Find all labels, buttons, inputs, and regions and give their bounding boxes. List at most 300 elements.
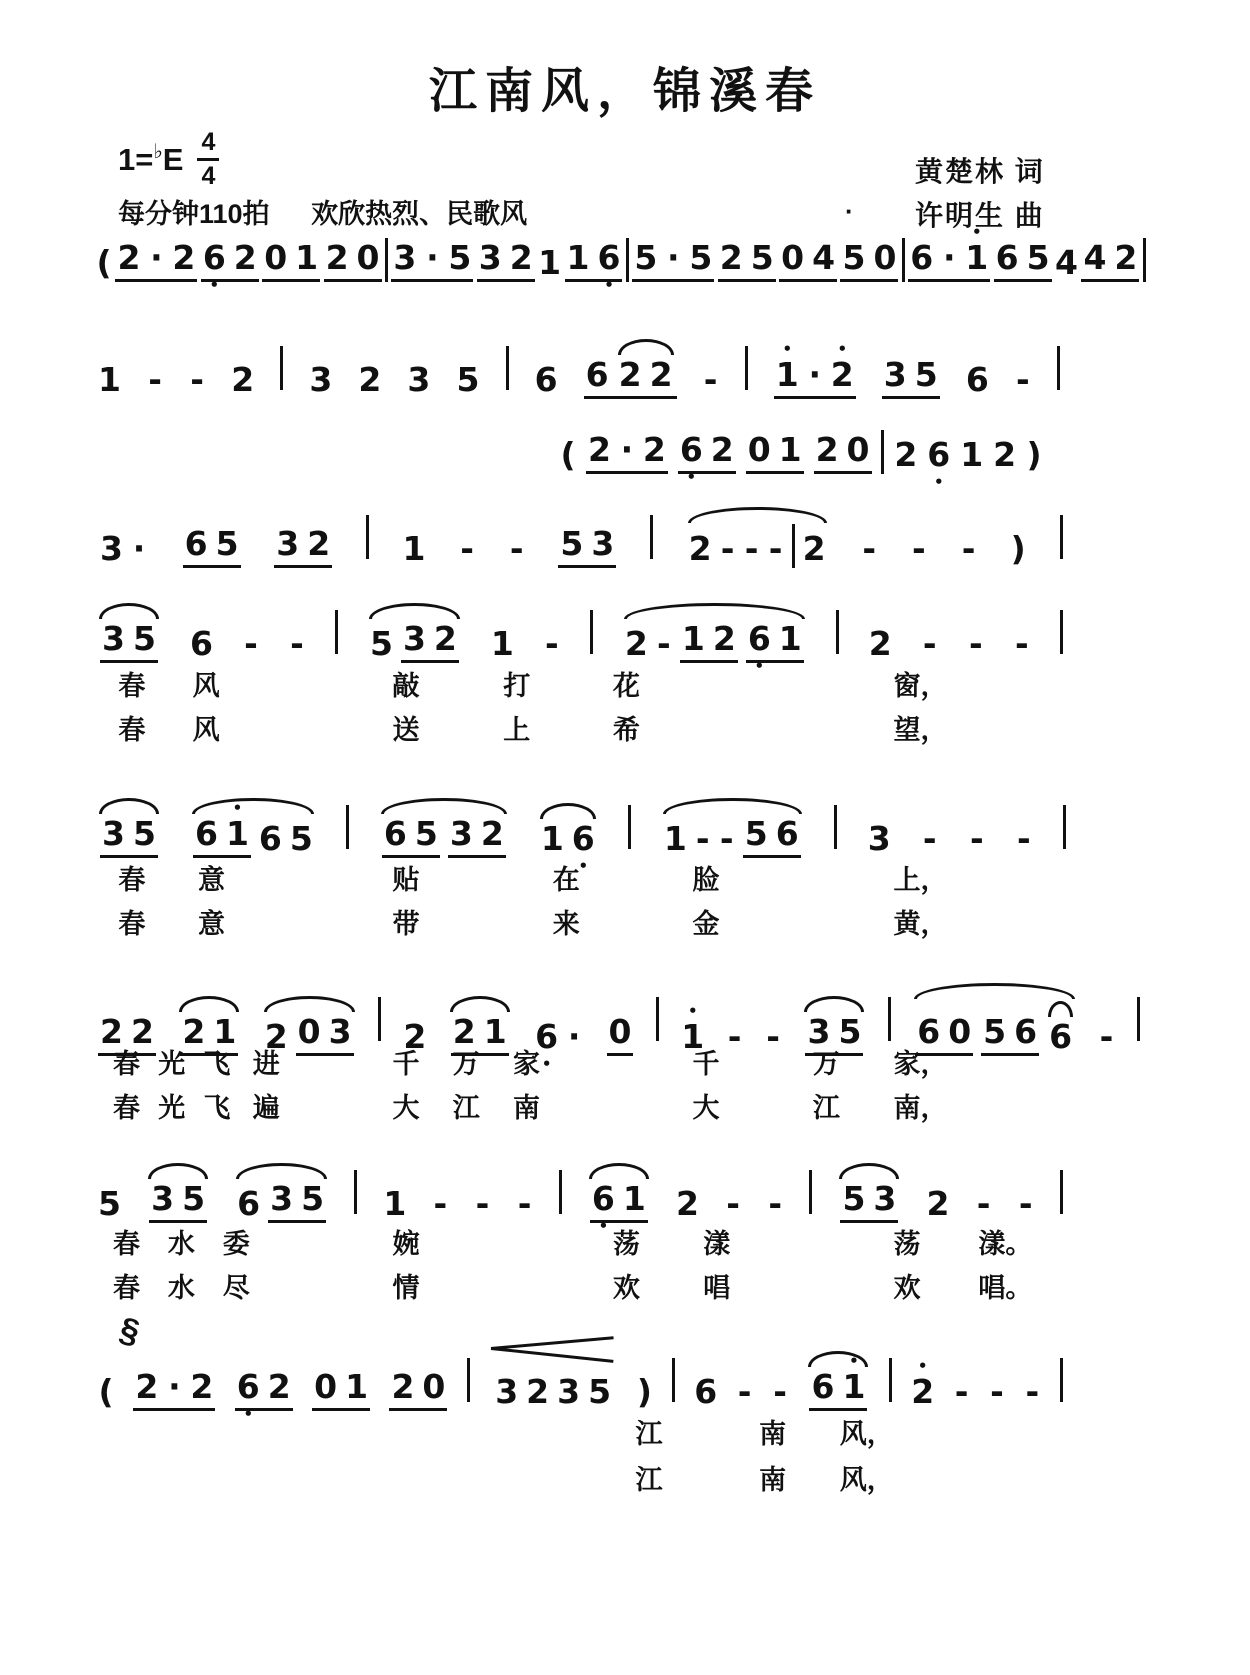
note-token: - — [148, 360, 162, 399]
lyric-syllable: 唱。 — [978, 1273, 1033, 1304]
note-token: 3 — [276, 524, 300, 564]
slur-group — [588, 1180, 650, 1223]
lyric-syllable: 欢 — [612, 1273, 640, 1304]
note-token: 5 — [560, 524, 584, 564]
lyric-syllable: 春 — [118, 671, 146, 702]
note-token: 2 — [710, 430, 734, 470]
note-token: 3 — [309, 360, 333, 399]
note-token: 2 — [433, 619, 457, 658]
lyric-syllable: 情 — [392, 1273, 420, 1304]
lyric-syllable: 万 — [812, 1049, 840, 1080]
note-token: 0 — [314, 1367, 338, 1406]
key-prefix: 1= — [118, 141, 154, 177]
note-token: 2 — [649, 355, 673, 394]
note-token: 3 — [591, 524, 615, 564]
barline — [559, 1170, 562, 1214]
note-token: 1 — [383, 1184, 407, 1223]
lyric-syllable: 希 — [612, 715, 640, 746]
note-token: 5 — [983, 1012, 1007, 1051]
note-token: 5 — [842, 1179, 866, 1218]
beam-group — [183, 525, 241, 568]
note-token: 5 — [744, 814, 768, 853]
beam-group — [201, 239, 259, 282]
beam-group — [391, 239, 473, 282]
music-line — [98, 1350, 1063, 1411]
note-token: 6 • — [203, 239, 226, 277]
note-token: 2 — [130, 1012, 154, 1051]
note-token: - — [922, 819, 937, 858]
beam-group — [632, 239, 714, 282]
beam-group — [324, 239, 382, 282]
note-token: 3 — [873, 1179, 897, 1218]
note-token: 6 — [585, 355, 609, 394]
note-token: - — [517, 1184, 532, 1223]
note-token: • 2 — [911, 1373, 934, 1411]
note-token: 6 — [237, 1184, 261, 1223]
lyric-syllable: 带 — [392, 909, 420, 940]
barline — [378, 997, 381, 1041]
meter-numerator: 4 — [197, 130, 219, 161]
note-token: 0 — [422, 1367, 446, 1406]
lyric-syllable: 脸 — [692, 865, 720, 896]
beam-group — [908, 239, 990, 282]
note-token: 5 — [215, 524, 239, 564]
note-token: 1 — [566, 238, 590, 278]
lyric-syllable: 家， — [893, 1049, 948, 1080]
note-token: • 1 — [776, 356, 799, 394]
note-token: 2 — [403, 1017, 427, 1056]
note-token: 3 — [449, 814, 473, 853]
lyric-syllable: 花 — [612, 671, 640, 702]
lyric-syllable: 风， — [839, 1465, 894, 1496]
barline — [809, 1170, 812, 1214]
slur-group — [98, 620, 160, 663]
barline — [506, 346, 509, 390]
note-token: 6 • — [535, 1018, 558, 1056]
note-token: 5 — [301, 1179, 325, 1218]
note-token: 4 — [1055, 243, 1078, 283]
lyric-syllable: 春 — [118, 865, 146, 896]
lyrics-row — [98, 664, 1173, 702]
note-token: 6 • — [237, 1368, 260, 1406]
lyric-syllable: 上， — [893, 865, 948, 896]
lyric-syllable: 春 — [118, 909, 146, 940]
slur-group — [235, 1180, 328, 1223]
barline — [745, 346, 748, 390]
note-token: - — [1016, 819, 1031, 858]
note-token: 5 — [634, 238, 658, 278]
barline — [792, 524, 795, 568]
composer-credit: 许明生 曲 — [915, 200, 1045, 231]
barline — [626, 238, 629, 282]
lyrics-row — [98, 1042, 1173, 1080]
beam-group — [840, 1180, 898, 1223]
note-token: · — [150, 238, 163, 278]
note-token: 1 — [778, 619, 802, 658]
note-token: 2 — [231, 360, 255, 399]
beam-group — [100, 620, 158, 663]
note-token: ) — [1026, 435, 1042, 475]
note-token: 5 — [914, 355, 938, 394]
note-token: 2 — [452, 1012, 476, 1051]
note-token: 0 — [948, 1012, 972, 1051]
note-token: ( — [96, 243, 112, 283]
music-line — [98, 338, 1060, 399]
beam-group — [882, 356, 940, 399]
flat-sign-icon: ♭ — [153, 141, 163, 163]
note-token: 0 — [873, 238, 897, 278]
note-token: 6 — [694, 1372, 718, 1411]
beam-group — [193, 815, 251, 858]
barline — [335, 610, 338, 654]
note-token: 6 — [194, 814, 218, 853]
time-signature — [197, 130, 219, 189]
beam-group — [262, 239, 320, 282]
note-token: 2 — [868, 624, 892, 663]
barline — [889, 1358, 892, 1402]
lyric-syllable: 贴 — [392, 865, 420, 896]
note-token: - — [922, 624, 937, 663]
lyric-syllable: 江 — [452, 1093, 480, 1124]
note-token: 1 — [622, 1179, 646, 1218]
lyric-syllable: 进 — [252, 1049, 280, 1080]
music-line — [98, 1162, 1063, 1223]
beam-group — [680, 620, 738, 663]
note-token: 5 — [842, 238, 866, 278]
note-token: · — [567, 1017, 581, 1056]
lyric-syllable: 水 — [167, 1229, 195, 1260]
lyric-syllable: 风 — [192, 715, 220, 746]
barline — [1143, 238, 1146, 282]
lyric-syllable: 在 — [552, 865, 580, 896]
note-token: 0 — [264, 238, 288, 278]
tempo-marking — [118, 192, 527, 231]
note-token: 6 — [1049, 1017, 1073, 1056]
stray-dot: · — [845, 196, 854, 226]
lyrics-row — [98, 1222, 1173, 1260]
barline — [881, 430, 884, 474]
note-token: 3 — [883, 355, 907, 394]
note-token: 2 — [712, 619, 736, 658]
lyric-syllable: 荡 — [612, 1229, 640, 1260]
slur-group — [368, 620, 461, 663]
beam-group — [590, 1180, 648, 1223]
note-token: 2 — [993, 435, 1017, 475]
note-token: 4 — [1083, 238, 1107, 278]
note-token: 3 — [867, 819, 891, 858]
lyric-syllable: 飞 — [203, 1049, 231, 1080]
note-token: 5 — [132, 814, 156, 853]
music-line — [98, 506, 1063, 568]
note-token: - — [976, 1184, 991, 1223]
note-token: 3 — [402, 619, 426, 658]
note-token: 0 — [846, 430, 870, 470]
lyric-syllable: 漾 — [703, 1229, 731, 1260]
barline — [902, 238, 905, 282]
note-token: 1 — [345, 1367, 369, 1406]
note-token: 2 — [587, 430, 611, 470]
lyric-syllable: 荡 — [893, 1229, 921, 1260]
lyric-syllable: 万 — [452, 1049, 480, 1080]
lyric-syllable: 千 — [692, 1049, 720, 1080]
segno-icon: § — [115, 1310, 144, 1352]
note-token: 0 — [356, 238, 380, 278]
note-token: - — [509, 529, 524, 569]
beam-group — [558, 525, 616, 568]
note-token: 3 — [102, 814, 125, 853]
note-token: 3 — [478, 238, 502, 278]
note-token: 3 — [807, 1012, 831, 1051]
barline — [354, 1170, 357, 1214]
note-token: 2 — [100, 1012, 123, 1051]
note-token: 1 — [295, 238, 319, 278]
key-signature — [118, 130, 219, 189]
beam-group — [779, 239, 837, 282]
note-token: 6 • — [680, 431, 703, 469]
tempo-text: 每分钟110拍 — [118, 199, 270, 229]
note-token: 1 — [490, 624, 514, 663]
note-token: - — [954, 1372, 969, 1411]
lyric-syllable: 春 — [113, 1229, 141, 1260]
note-token: · — [942, 238, 956, 278]
lyric-syllable: 尽 — [222, 1273, 250, 1304]
note-token: 0 — [747, 430, 771, 470]
lyric-syllable: 千 — [392, 1049, 420, 1080]
note-token: 6 • — [572, 820, 595, 858]
note-token: - — [768, 1184, 783, 1223]
note-token: 3 — [495, 1372, 519, 1411]
lyric-syllable: 婉 — [392, 1229, 420, 1260]
note-token: 6 — [184, 524, 208, 564]
beam-group — [312, 1368, 370, 1411]
lyric-syllable: 风， — [839, 1419, 894, 1450]
barline — [467, 1358, 470, 1402]
mood-text: 欢欣热烈、民歌风 — [311, 199, 528, 229]
note-token: - — [968, 624, 983, 663]
slur-group — [539, 820, 597, 858]
note-token: 2 — [624, 624, 648, 663]
note-token: 3 — [557, 1372, 581, 1411]
note-token: · — [808, 355, 822, 394]
note-token: 6 — [917, 1012, 941, 1051]
lyric-syllable: 遍 — [252, 1093, 280, 1124]
barline — [1060, 1170, 1063, 1214]
barline — [346, 805, 349, 849]
note-token: 5 — [132, 619, 156, 658]
note-token: 5 — [289, 819, 313, 858]
barline — [1060, 610, 1063, 654]
beam-group — [235, 1368, 293, 1411]
note-token: 1 — [681, 619, 705, 658]
beam-group — [746, 620, 804, 663]
note-token: • 2 — [831, 356, 854, 394]
note-token: - — [1099, 1017, 1114, 1056]
note-token: 1 — [778, 430, 802, 470]
note-token: · — [667, 238, 680, 278]
note-token: 6 — [534, 360, 558, 399]
slur-group — [623, 620, 806, 663]
note-token: 5 — [98, 1184, 121, 1223]
note-token: - — [290, 624, 304, 663]
note-token: 0 — [297, 1012, 321, 1051]
barline — [834, 805, 837, 849]
note-token: 3 — [100, 529, 123, 569]
note-token: - — [1016, 360, 1030, 399]
note-token: 2 — [267, 1367, 291, 1406]
note-token: 2 — [233, 238, 257, 278]
note-token: 2 — [618, 355, 642, 394]
note-token: • 1 — [226, 815, 249, 853]
meter-denominator: 4 — [201, 162, 216, 190]
note-token: - — [727, 1017, 742, 1056]
note-token: 5 — [588, 1372, 612, 1411]
note-token: - — [695, 819, 710, 858]
slur-group — [838, 1180, 900, 1223]
lyric-syllable: 家 — [512, 1049, 540, 1080]
lyric-syllable: 大 — [692, 1093, 720, 1124]
lyrics-row — [98, 708, 1173, 746]
note-token: 2 — [688, 529, 712, 569]
note-token: 0 — [608, 1012, 632, 1051]
note-token: 6 — [189, 624, 213, 663]
note-token: 5 — [750, 238, 774, 278]
note-token: - — [433, 1184, 448, 1223]
beam-group — [389, 1368, 447, 1411]
lyric-syllable: 打 — [503, 671, 531, 702]
note-token: 6 • — [598, 239, 621, 277]
beam-group — [1081, 239, 1139, 282]
lyric-syllable: 委 — [222, 1229, 250, 1260]
note-token: • 1 — [681, 1018, 704, 1056]
lyric-syllable: 南， — [893, 1093, 948, 1124]
note-token: 2 — [172, 238, 196, 278]
barline — [1057, 346, 1060, 390]
lyricist-credit: 黄楚林 词 — [915, 156, 1045, 187]
beam-group — [274, 525, 332, 568]
note-token: - — [961, 529, 976, 569]
beam-group — [115, 239, 197, 282]
lyric-syllable: 光 — [158, 1093, 186, 1124]
barline — [590, 610, 593, 654]
barline — [672, 1358, 675, 1402]
lyric-syllable: 意 — [197, 909, 225, 940]
note-token: 5 — [448, 238, 472, 278]
note-token: · — [620, 430, 634, 470]
note-token: - — [545, 624, 559, 663]
lyric-syllable: 飞 — [203, 1093, 231, 1124]
note-token: - — [1014, 624, 1029, 663]
note-token: 5 — [369, 624, 393, 663]
song-title: 江南风，锦溪春 — [428, 63, 821, 119]
note-token: - — [744, 529, 759, 569]
note-token: 3 — [328, 1012, 352, 1051]
note-token: 2 — [391, 1367, 415, 1406]
note-token: 6 — [775, 814, 799, 853]
note-token: 1 — [213, 1012, 237, 1051]
note-token: - — [737, 1372, 752, 1411]
note-token: ) — [1010, 529, 1026, 569]
note-token: 2 — [642, 430, 666, 470]
lyric-syllable: 送 — [392, 715, 420, 746]
lyric-syllable: 黄， — [893, 909, 948, 940]
barline — [628, 805, 631, 849]
note-token: 5 — [182, 1179, 206, 1218]
lyric-syllable: 大 — [392, 1093, 420, 1124]
note-token: 1 — [540, 819, 564, 858]
lyric-syllable: 春 — [113, 1093, 141, 1124]
music-line — [98, 797, 1066, 858]
note-token: ( — [560, 435, 576, 475]
beam-group — [448, 815, 506, 858]
note-token: 2 — [815, 430, 839, 470]
note-token: 2 — [325, 238, 349, 278]
note-token: · — [426, 238, 439, 278]
note-token: 1 — [98, 360, 121, 399]
beam-group — [133, 1368, 215, 1411]
note-token: 2 — [1114, 238, 1138, 278]
beam-group — [809, 1368, 867, 1411]
note-token: - — [912, 529, 926, 569]
lyric-syllable: 光 — [158, 1049, 186, 1080]
note-token: 1 — [538, 243, 562, 283]
note-token: - — [1018, 1184, 1033, 1223]
lyric-syllable: 窗， — [893, 671, 948, 702]
note-token: - — [766, 1017, 780, 1056]
lyric-syllable: 春 — [113, 1273, 141, 1304]
beam-group — [98, 530, 149, 568]
beam-group — [746, 431, 804, 474]
beam-group — [840, 239, 898, 282]
lyric-syllable: 欢 — [893, 1273, 921, 1304]
barline — [888, 997, 891, 1041]
lyric-syllable: 漾。 — [978, 1229, 1033, 1260]
note-token: 3 — [270, 1179, 294, 1218]
note-token: · — [168, 1367, 181, 1406]
music-line — [98, 602, 1063, 663]
barline — [836, 610, 839, 654]
barline — [1060, 1358, 1063, 1402]
lyrics-row — [98, 1266, 1173, 1304]
note-token: - — [1025, 1372, 1040, 1411]
note-token: - — [657, 624, 671, 663]
note-token: 2 — [358, 360, 382, 399]
lyrics-row — [98, 1458, 1173, 1496]
beam-group — [401, 620, 459, 663]
note-token: - — [773, 1372, 787, 1411]
lyric-syllable: 江 — [812, 1093, 840, 1124]
note-token: - — [475, 1184, 490, 1223]
crescendo-hairpin — [489, 1373, 617, 1411]
lyric-syllable: 上 — [503, 715, 531, 746]
note-token: 5 — [838, 1012, 862, 1051]
barline — [1063, 805, 1066, 849]
lyric-syllable: 敲 — [392, 671, 420, 702]
lyric-syllable: 唱 — [703, 1273, 731, 1304]
beam-group — [382, 815, 440, 858]
note-token: 6 — [383, 814, 407, 853]
beam-group — [994, 239, 1052, 282]
barline — [656, 997, 659, 1041]
beam-group — [718, 239, 776, 282]
note-token: - — [190, 360, 204, 399]
note-token: 6 — [910, 238, 934, 278]
barline — [1060, 515, 1063, 559]
note-token: 6 — [995, 238, 1019, 278]
beam-group — [743, 815, 801, 858]
lyric-syllable: 风 — [192, 671, 220, 702]
lyric-syllable: 南 — [759, 1465, 787, 1496]
lyric-syllable: 金 — [692, 909, 720, 940]
